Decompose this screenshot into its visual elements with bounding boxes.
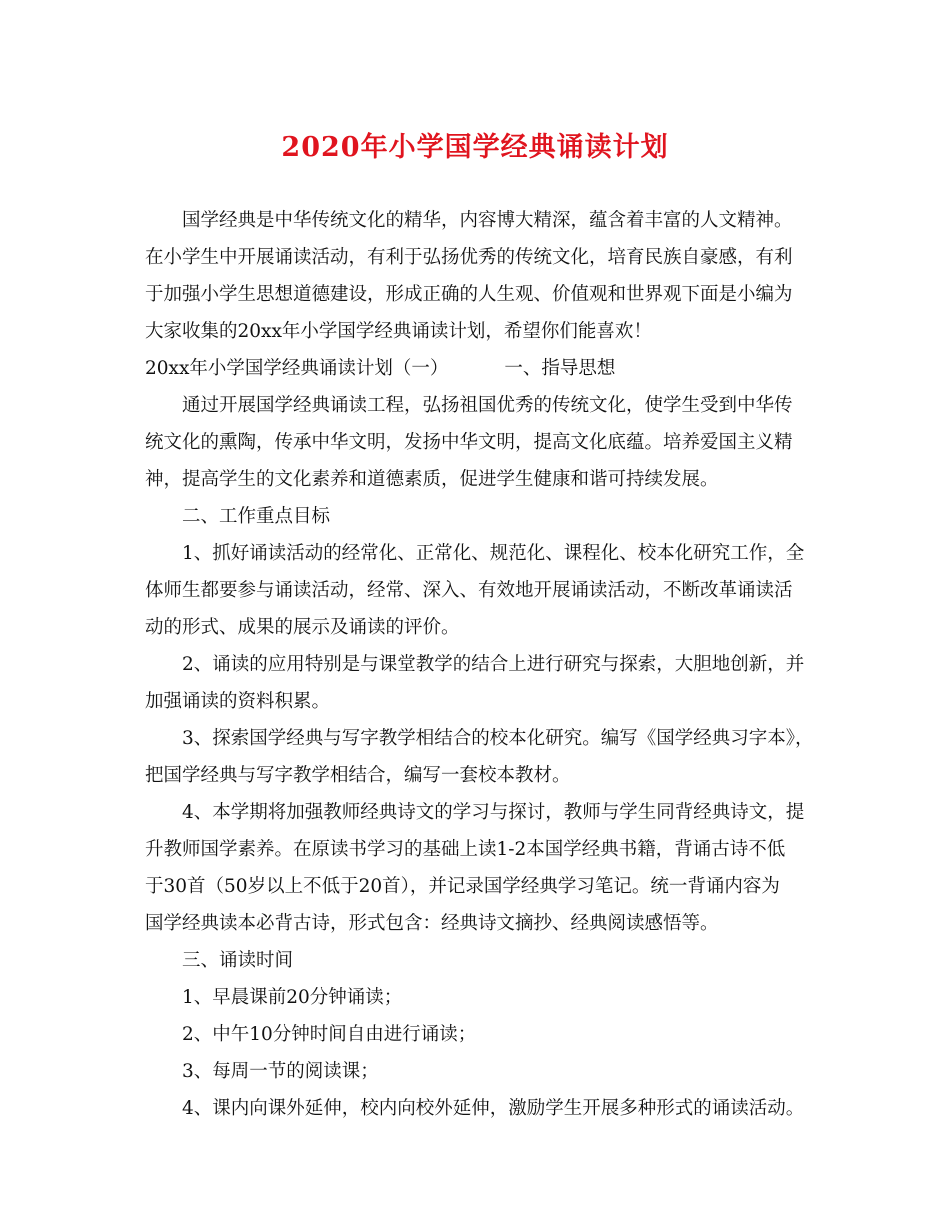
paragraph-line: 通过开展国学经典诵读工程，弘扬祖国优秀的传统文化，使学生受到中华传 [182, 395, 793, 416]
plan-subtitle: 20xx年小学国学经典诵读计划（一） [145, 358, 449, 379]
section-heading: 三、诵读时间 [182, 950, 294, 971]
paragraph-line: 1、抓好诵读活动的经常化、正常化、规范化、课程化、校本化研究工作，全 [182, 543, 805, 564]
paragraph-line: 动的形式、成果的展示及诵读的评价。 [145, 617, 460, 638]
list-item: 2、中午10分钟时间自由进行诵读； [182, 1024, 477, 1045]
section-heading: 二、工作重点目标 [182, 506, 331, 527]
document-body [145, 202, 821, 1127]
paragraph-line: 升教师国学素养。在原读书学习的基础上读1-2本国学经典书籍，背诵古诗不低 [145, 839, 786, 860]
section-heading: 一、指导思想 [504, 358, 616, 379]
paragraph-line: 加强诵读的资料积累。 [145, 691, 331, 712]
section-heading-line [145, 350, 821, 387]
list-item: 1、早晨课前20分钟诵读； [182, 987, 403, 1008]
paragraph-line: 在小学生中开展诵读活动，有利于弘扬优秀的传统文化，培育民族自豪感，有利 [145, 247, 793, 268]
paragraph-line: 体师生都要参与诵读活动，经常、深入、有效地开展诵读活动，不断改革诵读活 [145, 580, 793, 601]
paragraph-line: 国学经典读本必背古诗，形式包含：经典诗文摘抄、经典阅读感悟等。 [145, 913, 719, 934]
paragraph-line: 于加强小学生思想道德建设，形成正确的人生观、价值观和世界观下面是小编为 [145, 284, 793, 305]
list-item: 4、课内向课外延伸，校内向校外延伸，激励学生开展多种形式的诵读活动。 [182, 1098, 805, 1119]
paragraph-line: 神，提高学生的文化素养和道德素质，促进学生健康和谐可持续发展。 [145, 469, 719, 490]
document-title: 2020年小学国学经典诵读计划 [281, 132, 669, 163]
paragraph-line: 把国学经典与写字教学相结合，编写一套校本教材。 [145, 765, 571, 786]
paragraph-line: 4、本学期将加强教师经典诗文的学习与探讨，教师与学生同背经典诗文，提 [182, 802, 805, 823]
paragraph-line: 2、诵读的应用特别是与课堂教学的结合上进行研究与探索，大胆地创新，并 [182, 654, 805, 675]
paragraph-line: 国学经典是中华传统文化的精华，内容博大精深，蕴含着丰富的人文精神。 [182, 210, 793, 231]
paragraph-line: 统文化的熏陶，传承中华文明，发扬中华文明，提高文化底蕴。培养爱国主义精 [145, 432, 793, 453]
paragraph-line: 于30首（50岁以上不低于20首），并记录国学经典学习笔记。统一背诵内容为 [145, 876, 780, 897]
paragraph-line: 大家收集的20xx年小学国学经典诵读计划，希望你们能喜欢！ [145, 321, 652, 342]
list-item: 3、每周一节的阅读课； [182, 1061, 379, 1082]
paragraph-line: 3、探索国学经典与写字教学相结合的校本化研究。编写《国学经典习字本》， [182, 728, 814, 749]
